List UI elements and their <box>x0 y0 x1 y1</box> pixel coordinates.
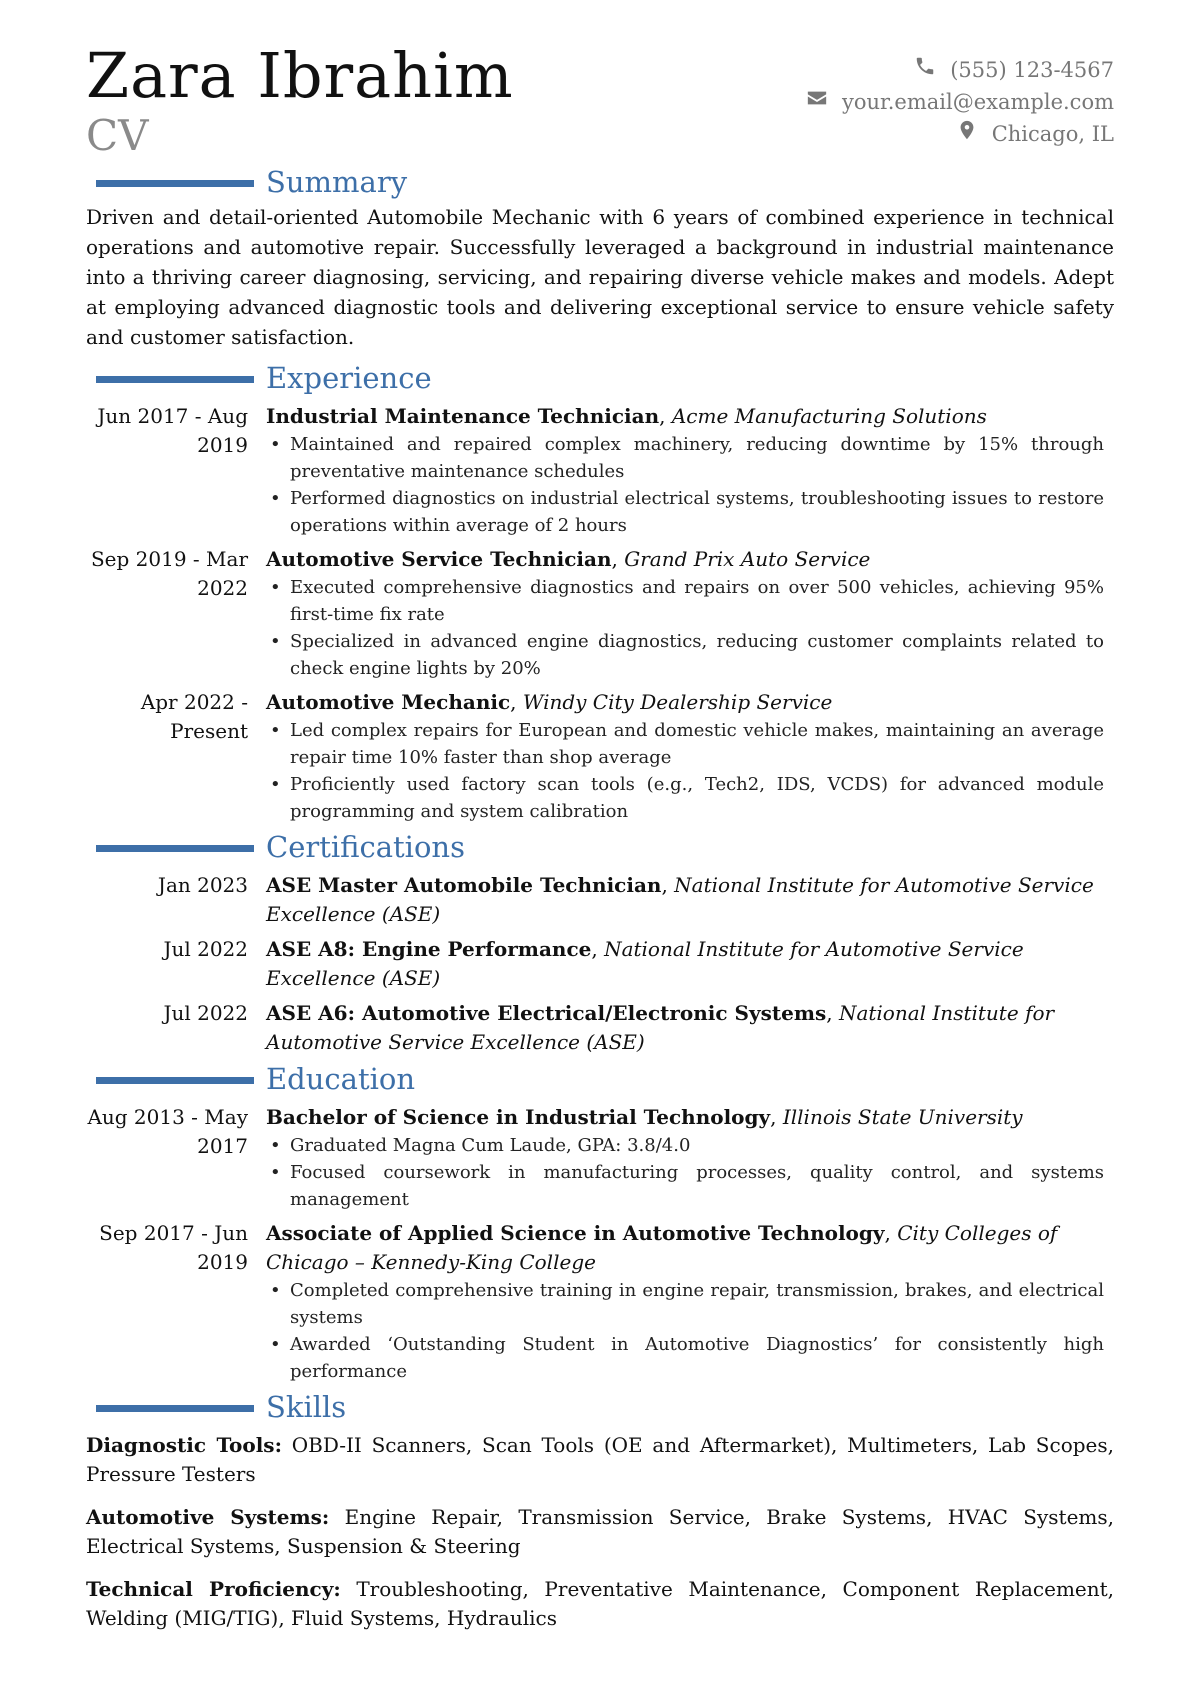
list-item: • Specialized in advanced engine diagnostics, reducing customer complaints related to check engine lights by 20% <box>290 628 1114 682</box>
envelope-icon <box>806 86 828 118</box>
entry-title: ASE A8: Engine Performance <box>266 937 592 961</box>
experience-entry: Apr 2022 - Present Automotive Mechanic, Windy City Dealership Service • Led complex repairs for European and domestic vehicle makes, maintaining an average repair time 10% faster than shop average • Proficiently used factory scan tools (e.g., Tech2, IDS, VCDS) for advanced module programming and system calibration <box>86 688 1114 825</box>
list-item: • Completed comprehensive training in engine repair, transmission, brakes, and electrical systems <box>290 1277 1114 1331</box>
section-skills <box>86 1389 1114 1425</box>
entry-date: Jul 2022 <box>163 937 248 961</box>
entry-org: Windy City Dealership Service <box>522 690 833 714</box>
section-divider-bar <box>96 845 254 852</box>
section-divider-bar <box>96 180 254 187</box>
entry-title: Associate of Applied Science in Automotive Technology <box>266 1221 885 1245</box>
section-title-certifications: Certifications <box>266 830 465 864</box>
contact-email <box>806 86 1114 118</box>
section-title-skills: Skills <box>266 1390 347 1424</box>
section-divider-bar <box>96 1077 254 1084</box>
contact-location <box>806 118 1114 150</box>
summary-text: Driven and detail-oriented Automobile Mechanic with 6 years of combined experience in technical operations and automotive repair. Successfully leveraged a background in industrial maintenance into a thriving career diagnosing, servicing, and repairing diverse vehicle makes and models. Adept at employing advanced diagnostic tools and delivering exceptional service to ensure vehicle safety and customer satisfaction. <box>86 205 1114 349</box>
entry-date: Jul 2022 <box>163 1001 248 1025</box>
entry-date: Jan 2023 <box>157 873 248 897</box>
entry-org: Acme Manufacturing Solutions <box>671 404 987 428</box>
certification-entry: Jul 2022 ASE A6: Automotive Electrical/Electronic Systems, National Institute for Automotive Service Excellence (ASE) <box>86 999 1114 1057</box>
entry-date: Sep 2019 - Mar 2022 <box>90 547 248 600</box>
person-name: Zara Ibrahim <box>86 39 514 112</box>
contact-info <box>806 54 1114 150</box>
certification-entry: Jul 2022 ASE A8: Engine Performance, National Institute for Automotive Service Excellence (ASE) <box>86 935 1114 993</box>
phone-icon <box>914 54 936 86</box>
contact-phone <box>806 54 1114 86</box>
list-item: • Awarded ‘Outstanding Student in Automotive Diagnostics’ for consistently high performance <box>290 1331 1114 1385</box>
document-subtitle: CV <box>86 111 149 160</box>
section-education <box>86 1061 1114 1097</box>
email-link[interactable]: your.email@example.com <box>841 90 1114 114</box>
phone-text[interactable]: (555) 123-4567 <box>950 58 1114 82</box>
section-title-education: Education <box>266 1062 416 1096</box>
entry-org: National Institute for Automotive Service Excellence (ASE) <box>266 1001 1055 1054</box>
skill-label: Technical Proficiency: <box>86 1577 341 1601</box>
location-text: Chicago, IL <box>991 122 1114 146</box>
list-item: • Led complex repairs for European and domestic vehicle makes, maintaining an average repair time 10% faster than shop average <box>290 717 1114 771</box>
section-title-experience: Experience <box>266 361 432 395</box>
list-item: • Executed comprehensive diagnostics and repairs on over 500 vehicles, achieving 95% first-time fix rate <box>290 574 1114 628</box>
education-entry: Aug 2013 - May 2017 Bachelor of Science in Industrial Technology, Illinois State University • Graduated Magna Cum Laude, GPA: 3.8/4.0 • Focused coursework in manufacturing processes, quality control, and systems management <box>86 1103 1114 1213</box>
entry-org: National Institute for Automotive Service Excellence (ASE) <box>266 937 1024 990</box>
entry-title: Bachelor of Science in Industrial Technology <box>266 1105 771 1129</box>
section-experience <box>86 360 1114 396</box>
section-title-summary: Summary <box>266 165 408 199</box>
entry-org: City Colleges of Chicago – Kennedy-King College <box>266 1221 1058 1274</box>
entry-date: Apr 2022 - Present <box>140 690 248 743</box>
entry-title: ASE Master Automobile Technician <box>266 873 662 897</box>
list-item: • Graduated Magna Cum Laude, GPA: 3.8/4.0 <box>290 1132 1114 1159</box>
entry-date: Aug 2013 - May 2017 <box>87 1105 248 1158</box>
entry-org: National Institute for Automotive Service Excellence (ASE) <box>266 873 1094 926</box>
section-divider-bar <box>96 376 254 383</box>
section-divider-bar <box>96 1405 254 1412</box>
entry-title: ASE A6: Automotive Electrical/Electronic Systems <box>266 1001 827 1025</box>
list-item: • Proficiently used factory scan tools (e.g., Tech2, IDS, VCDS) for advanced module programming and system calibration <box>290 771 1114 825</box>
skill-value: Troubleshooting, Preventative Maintenance, Component Replacement, Welding (MIG/TIG), Fluid Systems, Hydraulics <box>86 1577 1115 1630</box>
skill-label: Automotive Systems: <box>86 1505 330 1529</box>
skill-label: Diagnostic Tools: <box>86 1433 282 1457</box>
entry-date: Sep 2017 - Jun 2019 <box>99 1221 248 1274</box>
section-certifications <box>86 829 1114 865</box>
experience-entry: Sep 2019 - Mar 2022 Automotive Service Technician, Grand Prix Auto Service • Executed comprehensive diagnostics and repairs on over 500 vehicles, achieving 95% first-time fix rate • Specialized in advanced engine diagnostics, reducing customer complaints related to check engine lights by 20% <box>86 545 1114 682</box>
skill-group <box>86 1575 1114 1633</box>
entry-title: Industrial Maintenance Technician <box>266 404 660 428</box>
skill-group <box>86 1503 1114 1561</box>
certification-entry: Jan 2023 ASE Master Automobile Technician, National Institute for Automotive Service Excellence (ASE) <box>86 871 1114 929</box>
entry-org: Illinois State University <box>782 1105 1023 1129</box>
list-item: • Focused coursework in manufacturing processes, quality control, and systems management <box>290 1159 1114 1213</box>
education-entry: Sep 2017 - Jun 2019 Associate of Applied Science in Automotive Technology, City Colleges of Chicago – Kennedy-King College • Completed comprehensive training in engine repair, transmission, brakes, and electrical systems • Awarded ‘Outstanding Student in Automotive Diagnostics’ for consistently high performance <box>86 1219 1114 1385</box>
entry-org: Grand Prix Auto Service <box>624 547 871 571</box>
experience-entry: Jun 2017 - Aug 2019 Industrial Maintenance Technician, Acme Manufacturing Solutions • Maintained and repaired complex machinery, reducing downtime by 15% through preventative maintenance schedules • Performed diagnostics on industrial electrical systems, troubleshooting issues to restore operations within average of 2 hours <box>86 402 1114 539</box>
resume-page <box>86 40 1114 1647</box>
resume-header <box>86 40 1114 160</box>
entry-title: Automotive Mechanic <box>266 690 511 714</box>
list-item: • Maintained and repaired complex machinery, reducing downtime by 15% through preventative maintenance schedules <box>290 431 1114 485</box>
map-pin-icon <box>956 118 978 150</box>
skill-group <box>86 1431 1114 1489</box>
list-item: • Performed diagnostics on industrial electrical systems, troubleshooting issues to restore operations within average of 2 hours <box>290 485 1114 539</box>
section-summary <box>86 164 1114 200</box>
skill-value: OBD-II Scanners, Scan Tools (OE and Aftermarket), Multimeters, Lab Scopes, Pressure Testers <box>86 1433 1114 1486</box>
entry-title: Automotive Service Technician <box>266 547 612 571</box>
skill-value: Engine Repair, Transmission Service, Brake Systems, HVAC Systems, Electrical Systems, Suspension & Steering <box>86 1505 1115 1558</box>
entry-date: Jun 2017 - Aug 2019 <box>97 404 248 457</box>
